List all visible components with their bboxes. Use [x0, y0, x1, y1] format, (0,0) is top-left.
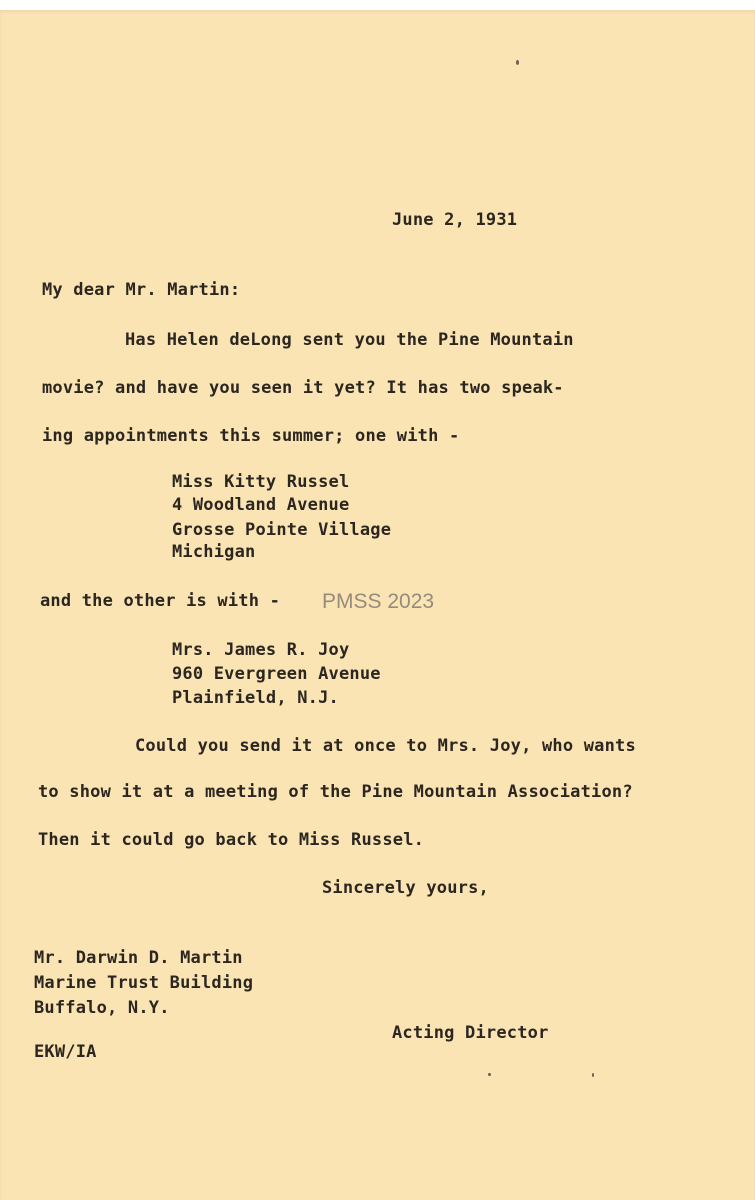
- salutation: My dear Mr. Martin:: [42, 280, 241, 300]
- address-line: 4 Woodland Avenue: [172, 495, 350, 515]
- closing: Sincerely yours,: [322, 878, 489, 898]
- address-line: Mrs. James R. Joy: [172, 640, 350, 660]
- address-line: Michigan: [172, 542, 256, 562]
- address-line: Grosse Pointe Village: [172, 520, 392, 540]
- transition-line: and the other is with -: [40, 591, 281, 611]
- archive-watermark: PMSS 2023: [322, 590, 435, 613]
- signature-title: Acting Director: [392, 1023, 549, 1043]
- body-line: Could you send it at once to Mrs. Joy, who wants: [135, 736, 636, 756]
- body-line: ing appointments this summer; one with -: [42, 426, 460, 446]
- paper-speck: [592, 1073, 594, 1077]
- body-line: Then it could go back to Miss Russel.: [38, 830, 425, 850]
- letter-page: [0, 10, 755, 1200]
- recipient-line: Mr. Darwin D. Martin: [34, 948, 243, 968]
- letter-date: June 2, 1931: [392, 210, 518, 230]
- address-line: Miss Kitty Russel: [172, 472, 350, 492]
- recipient-line: Marine Trust Building: [34, 973, 254, 993]
- address-line: 960 Evergreen Avenue: [172, 664, 381, 684]
- paper-speck: [488, 1073, 491, 1076]
- recipient-line: Buffalo, N.Y.: [34, 998, 170, 1018]
- typist-initials: EKW/IA: [34, 1042, 97, 1062]
- paper-speck: [516, 60, 519, 65]
- body-line: to show it at a meeting of the Pine Mountain Association?: [38, 782, 633, 802]
- address-line: Plainfield, N.J.: [172, 688, 339, 708]
- body-line: movie? and have you seen it yet? It has two speak-: [42, 378, 564, 398]
- body-line: Has Helen deLong sent you the Pine Mountain: [125, 330, 574, 350]
